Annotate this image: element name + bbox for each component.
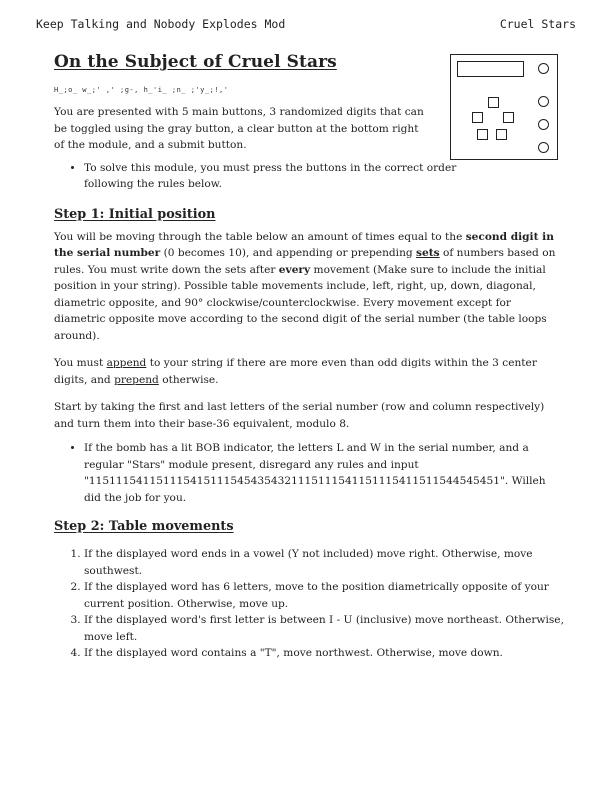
list-item: 4. If the displayed word contains a "T", move northwest. Otherwise, move down.	[84, 645, 564, 662]
list-item: 2. If the displayed word has 6 letters, move to the position diametrically opposite of your current position. Otherwise, move up.	[84, 579, 564, 612]
emphasis-text: second digit in the serial number	[54, 230, 554, 259]
list-item: 3. If the displayed word's first letter is between I - U (inclusive) move northeast. Otherwise, move left.	[84, 612, 564, 645]
step2-heading: Step 2: Table movements	[54, 519, 234, 534]
list-item: 1. If the displayed word ends in a vowel (Y not included) move right. Otherwise, move southwest.	[84, 546, 564, 579]
text-run: otherwise.	[158, 373, 219, 386]
emphasis-text: every	[278, 263, 311, 276]
list-item: • If the bomb has a lit BOB indicator, the letters L and W in the serial number, and a regular "Stars" module present, disregard any rules and input "1151115411511154151115454354321115111541151115411511544545451". Willeh did the job for you.	[84, 440, 564, 506]
flavor-text: H_;o_ w_;' ,' ;g-, h_'i_ ;n_ ;'y_;!,'	[54, 86, 229, 94]
step1-heading: Step 1: Initial position	[54, 206, 216, 222]
list-item: • To solve this module, you must press the buttons in the correct order following the rules below.	[84, 160, 460, 193]
underlined-text: prepend	[114, 373, 159, 386]
manual-page	[54, 52, 564, 662]
underlined-text: append	[106, 357, 147, 369]
step1-paragraph-2	[54, 355, 564, 388]
emphasis-text: sets	[416, 247, 440, 259]
step2-list	[54, 546, 564, 662]
text-run: to your string if there are more even than odd digits within the 3 center digits, and	[54, 357, 537, 386]
intro-list	[54, 160, 460, 193]
step1-paragraph-3: Start by taking the first and last letters of the serial number (row and column respectively) and turn them into their base-36 equivalent, modulo 8.	[54, 401, 545, 430]
text-run: movement (Make sure to include the initial position in your string). Possible table movements include, left, right, up, down, diagonal, diametric opposite, and 90° clockwise/counterclockwise. Every movement except for diametric opposite move according to the second digit of the serial number (the table loops around).	[54, 263, 547, 342]
step1-list	[54, 440, 564, 506]
step1-paragraph-1	[54, 229, 564, 345]
text-run: of numbers based on rules. You must write down the sets after	[54, 247, 556, 276]
intro-paragraph: You are presented with 5 main buttons, 3 randomized digits that can be toggled using the gray button, a clear button at the bottom right of the module, and a submit button.	[54, 106, 424, 151]
text-run: (0 becomes 10), and appending or prepending	[160, 247, 417, 259]
text-run: You must	[54, 357, 107, 369]
page-title: On the Subject of Cruel Stars	[54, 52, 337, 72]
header-module-label: Keep Talking and Nobody Explodes Mod	[36, 17, 286, 31]
text-run: You will be moving through the table below an amount of times equal to the	[54, 230, 466, 243]
header-module-name: Cruel Stars	[499, 17, 576, 31]
